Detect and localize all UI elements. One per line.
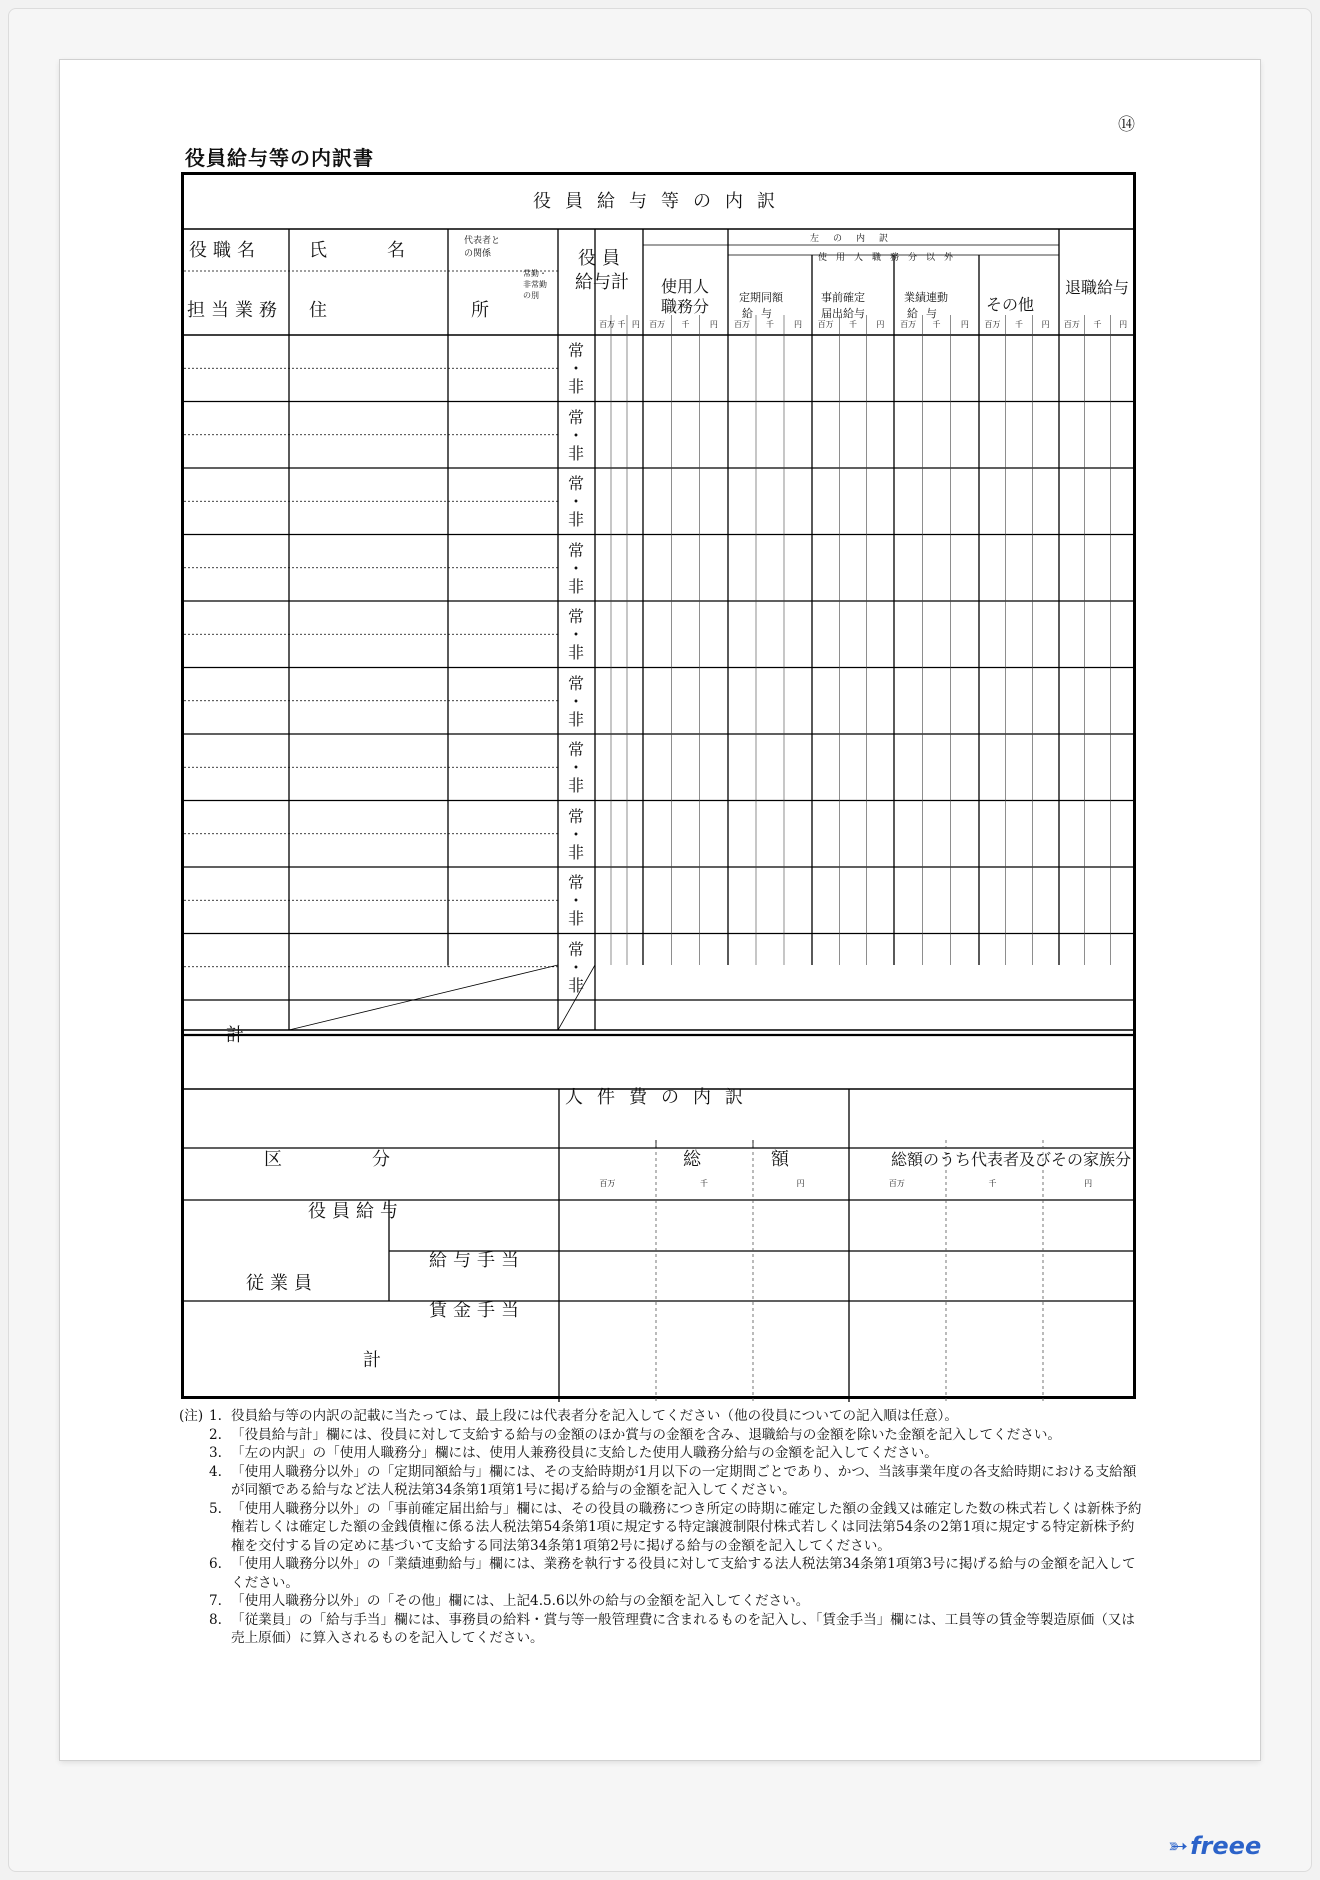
note-text: 「使用人職務分以外」の「その他」欄には、上記4.5.6以外の給与の金額を記入してください。 (231, 1593, 810, 1609)
unit-label: 円 (794, 320, 802, 329)
unit-label: 千 (766, 320, 774, 329)
fulltime-mark: 非 (567, 776, 585, 795)
document-page (60, 60, 1260, 1760)
header-position: 役職名 (189, 240, 261, 261)
row-salary-label: 給与手当 (429, 1250, 525, 1271)
form-table (181, 172, 1136, 1399)
header-relation-1: 代表者と (464, 236, 501, 246)
notes-lead: (注) (179, 1408, 204, 1424)
fulltime-mark: 非 (567, 443, 585, 463)
header-other: その他 (985, 295, 1035, 314)
unit-label: 円 (1119, 320, 1128, 329)
fulltime-mark: 非 (567, 709, 585, 729)
header-officer-total-1: 役員 (578, 248, 626, 269)
note-text: 「使用人職務分以外」の「事前確定届出給与」欄には、その役員の職務につき所定の時期に確定した額の金銭又は確定した数の株式若しくは新株予約権若しくは確定した額の金銭債権に係る法人税法第54条第1項に規定する特定譲渡制限付株式若しくは同法第54条の2第1項に規定する特定新株予約権を交付する旨の定めに基づいて支給する同法第34条第1項第2号に掲げる給与の金額を記入してください。 (231, 1500, 1142, 1554)
header-breakdown: 左の内訳 (809, 234, 903, 244)
note-number: 3. (209, 1445, 222, 1461)
note-number: 8. (209, 1611, 222, 1628)
fulltime-mark: ・ (567, 558, 585, 578)
fulltime-mark: ・ (567, 891, 585, 910)
header-employee-duty-2: 職務分 (660, 297, 710, 316)
logo-text: freee (1190, 1832, 1262, 1860)
fulltime-mark: ・ (567, 758, 585, 777)
note-text: 「使用人職務分以外」の「業績連動給与」欄には、業務を執行する役員に対して支給する法人税法第34条第1項第3号に掲げる給与の金額を記入してください。 (231, 1556, 1136, 1591)
fulltime-mark: 常 (567, 873, 585, 892)
unit-label: 円 (876, 320, 885, 329)
unit-label: 円 (1041, 320, 1050, 329)
fulltime-mark: 非 (567, 909, 585, 928)
unit-label: 百万 (599, 1179, 616, 1188)
note-number: 5. (209, 1500, 222, 1517)
header-performance-2: 給与 (907, 307, 945, 320)
note-text: 「従業員」の「給与手当」欄には、事務員の給料・賞与等一般管理費に含まれるものを記入し、「賃金手当」欄には、工員等の賃金等製造原価（又は売上原価）に算入されるものを記入してください。 (231, 1611, 1135, 1646)
fulltime-mark: 常 (567, 806, 585, 826)
note-item (179, 1407, 1145, 1426)
note-number: 2. (209, 1426, 222, 1443)
unit-label: 百万 (649, 320, 666, 329)
header-employee-duty-1: 使用人 (660, 277, 710, 296)
unit-label: 百万 (817, 320, 834, 329)
fulltime-mark: 常 (567, 673, 585, 693)
fulltime-mark: 常 (567, 341, 585, 360)
bird-icon: ➳ (1168, 1832, 1189, 1860)
header-officer-total-2: 給与計 (575, 272, 629, 293)
fulltime-mark: 常 (567, 407, 585, 427)
header-retirement: 退職給与 (1064, 278, 1130, 297)
unit-label: 千 (988, 1179, 997, 1188)
fulltime-mark: 常 (567, 939, 585, 959)
unit-label: 円 (631, 320, 640, 329)
unit-label: 百万 (984, 320, 1001, 329)
unit-label: 百万 (888, 1179, 905, 1188)
unit-label: 千 (617, 320, 626, 329)
unit-label: 百万 (1063, 320, 1080, 329)
note-item (185, 1426, 1145, 1445)
note-number: 6. (209, 1556, 222, 1572)
unit-label: 百万 (734, 320, 750, 329)
header-performance-1: 業績連動 (904, 291, 948, 304)
fulltime-mark: 非 (567, 377, 585, 396)
header-fixed-2: 給与 (742, 307, 780, 320)
unit-label: 千 (681, 320, 690, 329)
fulltime-mark: 常 (567, 474, 585, 493)
fulltime-mark: 非 (567, 576, 585, 596)
row-officer-label: 役員給与 (308, 1201, 404, 1222)
unit-label: 千 (1093, 320, 1102, 329)
page-number: ⑭ (1118, 115, 1135, 135)
header-advance-2: 届出給与 (821, 307, 865, 320)
note-item (185, 1444, 1145, 1463)
header-non-employee: 使用人職務分以外 (817, 253, 963, 263)
header-fulltime-1: 常勤・ (523, 269, 547, 278)
header-category: 区分 (264, 1149, 480, 1170)
note-text: 「役員給与計」欄には、役員に対して支給する給与の金額のほか賞与の金額を含み、退職給与の金額を除いた金額を記入してください。 (231, 1426, 1062, 1443)
unit-label: 円 (796, 1179, 805, 1188)
unit-label: 円 (709, 320, 718, 329)
unit-label: 円 (1084, 1179, 1093, 1188)
note-text: 「左の内訳」の「使用人職務分」欄には、使用人兼務役員に支給した使用人職務分給与の金額を記入してください。 (231, 1445, 938, 1461)
fulltime-mark: 常 (567, 607, 585, 626)
row-employee-label: 従業員 (246, 1273, 318, 1294)
note-item (185, 1592, 1145, 1611)
notes-section (179, 1407, 1145, 1648)
fulltime-mark: ・ (567, 691, 585, 711)
note-number: 4. (209, 1463, 222, 1480)
note-text: 役員給与等の内訳の記載に当たっては、最上段には代表者分を記入してください（他の役員についての記入順は任意）。 (231, 1408, 958, 1424)
note-number: 7. (209, 1593, 222, 1609)
fulltime-mark: 非 (567, 842, 585, 862)
fulltime-mark: ・ (567, 824, 585, 844)
header-name: 氏名 (309, 240, 465, 261)
unit-label: 千 (849, 320, 857, 329)
fulltime-mark: ・ (567, 359, 585, 378)
fulltime-mark: ・ (567, 957, 585, 977)
unit-label: 百万 (599, 320, 616, 329)
header-advance-1: 事前確定 (821, 291, 865, 304)
fulltime-mark: 常 (567, 540, 585, 560)
header-duty: 担当業務 (187, 300, 283, 321)
note-item (185, 1555, 1145, 1592)
row-total-label: 計 (363, 1350, 381, 1371)
header-fulltime-3: の別 (523, 291, 539, 300)
note-item (185, 1463, 1145, 1500)
fulltime-mark: 非 (567, 975, 585, 995)
note-item (185, 1611, 1145, 1648)
fulltime-mark: ・ (567, 425, 585, 445)
fulltime-mark: ・ (567, 492, 585, 511)
freee-logo (1168, 1832, 1261, 1860)
unit-label: 百万 (900, 320, 917, 329)
header-fulltime-2: 非常勤 (523, 280, 547, 289)
unit-label: 千 (700, 1179, 708, 1188)
header-family: 総額のうち代表者及びその家族分 (890, 1150, 1132, 1169)
note-item (185, 1500, 1145, 1556)
section1-total-label: 計 (226, 1025, 244, 1046)
section2-title: 人件費の内訳 (565, 1087, 757, 1108)
note-text: 「使用人職務分以外」の「定期同額給与」欄には、その支給時期が1月以下の一定期間ごとであり、かつ、当該事業年度の各支給時期における支給額が同額である給与など法人税法第34条第1項第1号に掲げる給与の金額を記入してください。 (231, 1463, 1137, 1498)
header-fixed-1: 定期同額 (739, 291, 783, 304)
section1-title: 役員給与等の内訳 (533, 191, 789, 212)
unit-label: 千 (932, 320, 941, 329)
unit-label: 千 (1015, 320, 1023, 329)
fulltime-mark: 非 (567, 643, 585, 662)
note-number: 1. (209, 1408, 222, 1424)
fulltime-mark: ・ (567, 625, 585, 644)
header-relation-2: の関係 (464, 249, 492, 259)
document-title: 役員給与等の内訳書 (185, 146, 374, 170)
unit-label: 円 (960, 320, 969, 329)
fulltime-mark: 常 (567, 740, 585, 759)
header-total: 総額 (683, 1149, 859, 1170)
header-address: 住所 (309, 300, 633, 321)
fulltime-mark: 非 (567, 510, 585, 529)
row-wage-label: 賃金手当 (429, 1300, 525, 1321)
